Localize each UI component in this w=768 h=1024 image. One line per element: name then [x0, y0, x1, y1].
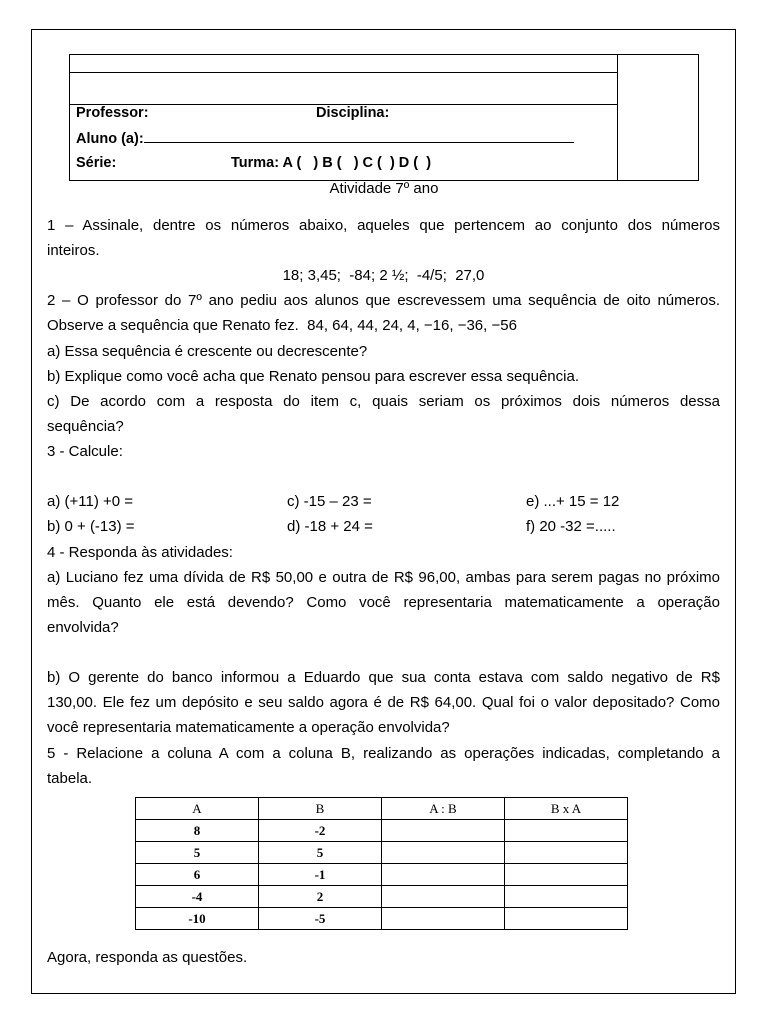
q4-item-a: a) Luciano fez uma dívida de R$ 50,00 e outra de R$ 96,00, ambas para serem pagas no próximo [47, 569, 720, 586]
column-header: A [136, 798, 259, 820]
column-header: B x A [505, 798, 628, 820]
column-header: B [259, 798, 382, 820]
aluno-underline [144, 129, 574, 143]
answer-cell[interactable] [505, 908, 628, 930]
table-row [136, 820, 628, 842]
answer-cell[interactable] [505, 864, 628, 886]
answer-cell[interactable] [505, 842, 628, 864]
cell-a: -4 [136, 886, 259, 908]
turma-label[interactable]: Turma: A ( ) B ( ) C ( ) D ( ) [231, 155, 432, 171]
q4-item-a: envolvida? [47, 619, 119, 636]
q4-item-a: mês. Quanto ele está devendo? Como você representaria matematicamente a operação [47, 594, 720, 611]
table-header-row [136, 798, 628, 820]
q3-item-f: f) 20 -32 =..... [526, 518, 616, 535]
answer-cell[interactable] [382, 908, 505, 930]
aluno-field[interactable] [76, 129, 574, 148]
table-row [136, 886, 628, 908]
q3-item-c: c) -15 – 23 = [287, 493, 372, 510]
activity-subtitle: Atividade 7º ano [329, 180, 439, 197]
header-table [69, 54, 699, 181]
serie-label: Série: [76, 155, 117, 171]
q3-item-a: a) (+11) +0 = [47, 493, 134, 510]
q1-line: inteiros. [47, 242, 100, 259]
q4-item-b: b) O gerente do banco informou a Eduardo que sua conta estava com saldo negativo de R$ [47, 669, 720, 686]
q1-numbers: 18; 3,45; -84; 2 ½; -4/5; 27,0 [282, 267, 485, 284]
q2-line: 2 – O professor do 7º ano pediu aos alunos que escrevessem uma sequência de oito números. [47, 292, 720, 309]
cell-b: -5 [259, 908, 382, 930]
q5-line: tabela. [47, 770, 93, 787]
q2-sequence: Observe a sequência que Renato fez. 84, 64, 44, 24, 4, −16, −36, −56 [47, 317, 517, 334]
q2-item-b: b) Explique como você acha que Renato pensou para escrever essa sequência. [47, 368, 579, 385]
table-row [136, 842, 628, 864]
table-row [136, 908, 628, 930]
cell-a: -10 [136, 908, 259, 930]
q3-item-e: e) ...+ 15 = 12 [526, 493, 620, 510]
column-header: A : B [382, 798, 505, 820]
q2-item-a: a) Essa sequência é crescente ou decrescente? [47, 343, 368, 360]
disciplina-label: Disciplina: [316, 105, 390, 121]
q2-item-c: sequência? [47, 418, 124, 435]
cell-b: -1 [259, 864, 382, 886]
professor-label: Professor: [76, 105, 149, 121]
aluno-label: Aluno (a): [76, 131, 144, 147]
cell-a: 8 [136, 820, 259, 842]
answer-cell[interactable] [505, 820, 628, 842]
table-row [136, 864, 628, 886]
q3-title: 3 - Calcule: [47, 443, 123, 460]
answer-cell[interactable] [382, 886, 505, 908]
cell-b: -2 [259, 820, 382, 842]
answer-cell[interactable] [382, 864, 505, 886]
answer-cell[interactable] [505, 886, 628, 908]
cell-b: 2 [259, 886, 382, 908]
q4-item-b: você representaria matematicamente a operação envolvida? [47, 719, 450, 736]
q3-item-d: d) -18 + 24 = [287, 518, 373, 535]
q2-item-c: c) De acordo com a resposta do item c, quais seriam os próximos dois números dessa [47, 393, 720, 410]
q3-item-b: b) 0 + (-13) = [47, 518, 135, 535]
q4-item-b: 130,00. Ele fez um depósito e seu saldo agora é de R$ 64,00. Qual foi o valor depositado? Como [47, 694, 720, 711]
q5-footer: Agora, responda as questões. [47, 949, 248, 966]
q1-line: 1 – Assinale, dentre os números abaixo, aqueles que pertencem ao conjunto dos números [47, 217, 720, 234]
header-rule [70, 72, 617, 73]
cell-a: 5 [136, 842, 259, 864]
cell-b: 5 [259, 842, 382, 864]
answer-cell[interactable] [382, 820, 505, 842]
q4-title: 4 - Responda às atividades: [47, 544, 233, 561]
relation-table [135, 797, 628, 930]
q5-line: 5 - Relacione a coluna A com a coluna B, realizando as operações indicadas, completando a [47, 745, 720, 762]
header-divider [617, 55, 618, 180]
answer-cell[interactable] [382, 842, 505, 864]
cell-a: 6 [136, 864, 259, 886]
